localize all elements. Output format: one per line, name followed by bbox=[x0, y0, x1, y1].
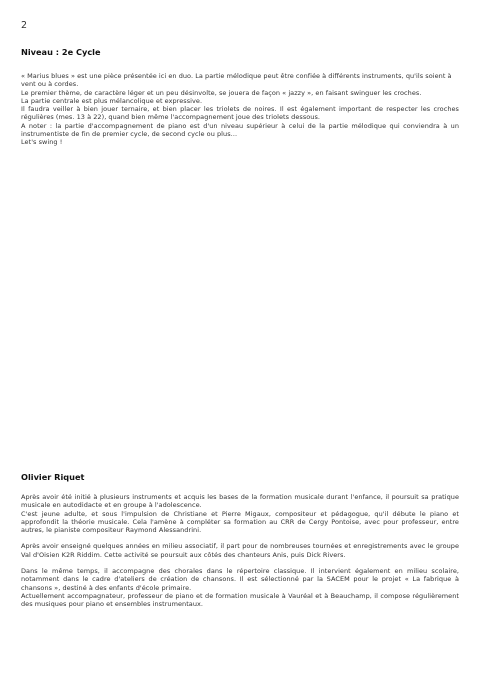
author-biography bbox=[21, 493, 459, 609]
paragraph: Il faudra veiller à bien jouer ternaire, et bien placer les triolets de noires. Il est également important de respecter les croches régulières (mes. 13 à 22), quand bien même l'accompagnement joue des triolets dessous. bbox=[21, 105, 459, 122]
paragraph: « Marius blues » est une pièce présentée ici en duo. La partie mélodique peut être confiée à différents instruments, qu'ils soient à vent ou à cordes. bbox=[21, 72, 452, 89]
level-description bbox=[21, 72, 459, 147]
paragraph: Le premier thème, de caractère léger et un peu désinvolte, se jouera de façon « jazzy », en faisant swinguer les croches. bbox=[21, 88, 422, 97]
paragraph: Après avoir été initié à plusieurs instruments et acquis les bases de la formation musicale durant l'enfance, il poursuit sa pratique musicale en autodidacte et en groupe à l'adolescence. bbox=[21, 493, 459, 510]
paragraph: Let's swing ! bbox=[21, 138, 63, 147]
paragraph: C'est jeune adulte, et sous l'impulsion de Christiane et Pierre Migaux, compositeur et pédagogue, qu'il débute le piano et approfondit la théorie musicale. Cela l'amène à compléter sa formation au CRR de Cergy Pontoise, avec pour professeur, entre autres, le pianiste compositeur Raymond Alessandrini. bbox=[21, 509, 459, 535]
paragraph: A noter : la partie d'accompagnement de piano est d'un niveau supérieur à celui de la partie mélodique qui conviendra à un instrumentiste de fin de premier cycle, de second cycle ou plus… bbox=[21, 121, 459, 139]
paragraph: Actuellement accompagnateur, professeur de piano et de formation musicale à Vauréal et à Beauchamp, il compose régulièrement des musiques pour piano et ensembles instrumentaux. bbox=[21, 591, 459, 609]
page-number: 2 bbox=[21, 20, 28, 31]
paragraph: Après avoir enseigné quelques années en milieu associatif, il part pour de nombreuses tournées et enregistrements avec le groupe Val d'Oisien K2R Riddim. Cette activité se poursuit aux côtés des chanteurs Anis, puis Dick Rivers. bbox=[21, 542, 459, 559]
paragraph: Dans le même temps, il accompagne des chorales dans le répertoire classique. Il intervient également en milieu scolaire, notamment dans le cadre d'ateliers de création de chansons. Il est sélectionné par la SACEM pour le projet « La fabrique à chansons », destiné à des enfants d'école primaire. bbox=[21, 567, 459, 592]
section-title-author: Olivier Riquet bbox=[21, 472, 85, 482]
section-title-level: Niveau : 2e Cycle bbox=[21, 47, 101, 57]
paragraph: La partie centrale est plus mélancolique et expressive. bbox=[21, 96, 203, 105]
